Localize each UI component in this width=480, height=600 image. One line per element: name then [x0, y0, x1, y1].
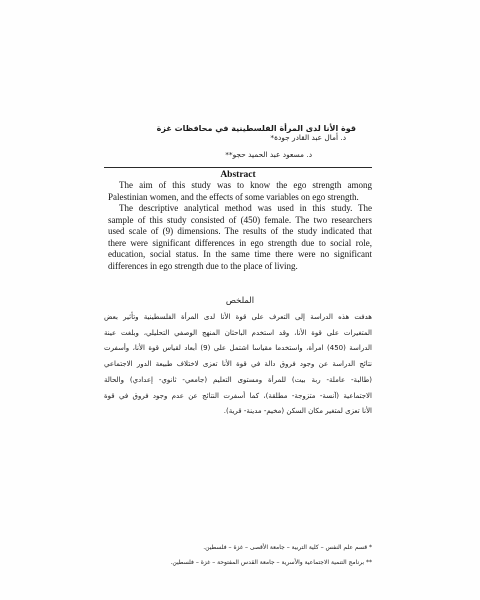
arabic-abstract-line: (طالبة- عاملة- ربة بيت) للمرأة ومستوى التعليم (جامعي- ثانوي- إعدادي) والحالة — [104, 375, 372, 384]
footnote: * قسم علم النفس – كلية التربية – جامعة الأقصى – غزة – فلسطين. — [203, 544, 372, 551]
arabic-abstract-line: المتغيرات على قوة الأنا، وقد استخدم الباحثان المنهج الوصفي التحليلي، وبلغت عينة — [104, 328, 372, 337]
arabic-abstract — [104, 310, 372, 420]
abstract-line: education, social status. In the same time there were no significant — [108, 249, 372, 259]
abstract-heading: Abstract — [220, 170, 256, 180]
abstract-line: sample of this study consisted of (450) female. The two researchers — [108, 214, 372, 225]
abstract-line: differences in ego strength due to the place of living. — [108, 260, 298, 271]
english-abstract — [108, 180, 372, 272]
arabic-abstract-line: نتائج الدراسة عن وجود فروق دالة في قوة الأنا تعزى لاختلاف طبيعة الدور الاجتماعي — [104, 360, 372, 369]
arabic-abstract-line: الأنا تعزى لمتغير مكان السكن (مخيم- مدينة- قرية). — [223, 407, 372, 416]
arabic-abstract-line: الاجتماعية (آنسة- متزوجة- مطلقة)، كما أسفرت النتائج عن عدم وجود فروق في قوة — [104, 391, 372, 400]
abstract-line: The descriptive analytical method was used in this study. The — [119, 203, 372, 213]
abstract-line: there were significant differences in ego strength due to social role, — [108, 237, 372, 248]
abstract-line: The aim of this study was to know the ego strength among — [119, 180, 372, 190]
author-name: د. مسعود عبد الحميد حجو** — [225, 150, 312, 159]
arabic-abstract-heading: الملخص — [225, 295, 255, 305]
abstract-line: used scale of (9) dimensions. The results of the study indicated that — [108, 226, 372, 236]
abstract-divider — [104, 167, 372, 168]
paper-title: قوة الأنا لدى المرأة الفلسطينية في محافظات غزة — [156, 124, 356, 133]
author-name: د. أمال عبد القادر جودة* — [270, 133, 346, 142]
arabic-abstract-line: هدفت هذه الدراسة إلى التعرف على قوة الأنا لدى المرأة الفلسطينية وتأثير بعض — [104, 313, 372, 321]
arabic-abstract-line: الدراسة (450) امرأة، واستخدما مقياسا اشتمل على (9) أبعاد لقياس قوة الأنا، وأسفرت — [104, 344, 372, 353]
abstract-line: Palestinian women, and the effects of some variables on ego strength. — [108, 191, 359, 202]
footnote: ** برنامج التنمية الاجتماعية والأسرية – جامعة القدس المفتوحة – غزة – فلسطين. — [170, 559, 372, 566]
